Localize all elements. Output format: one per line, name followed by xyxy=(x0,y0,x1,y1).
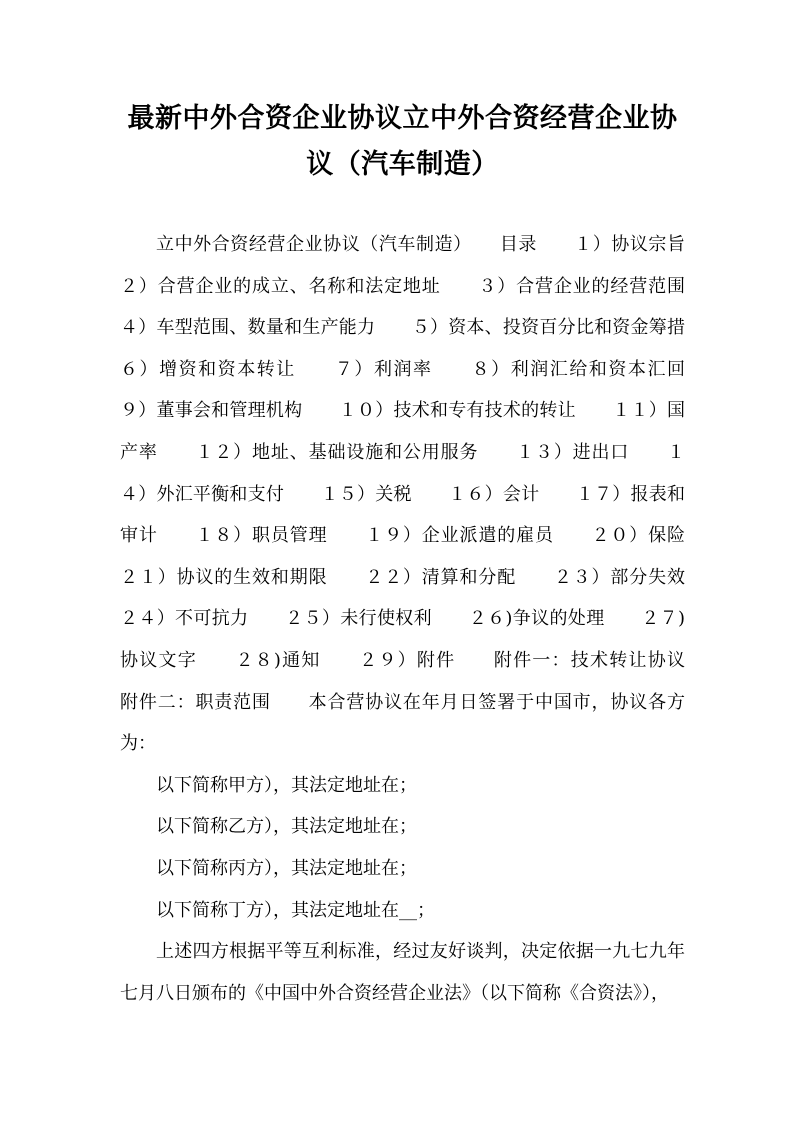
paragraph-party-c: 以下简称丙方），其法定地址在； xyxy=(156,857,417,879)
document-title: 最新中外合资企业协议立中外合资经营企业协议（汽车制造） xyxy=(127,103,678,180)
document-body xyxy=(120,224,721,1014)
paragraph-party-d: 以下简称丁方），其法定地址在__； xyxy=(156,899,435,921)
paragraph-party-a: 以下简称甲方），其法定地址在； xyxy=(156,774,417,796)
paragraph-preamble: 上述四方根据平等互利标准，经过友好谈判，决定依据一九七九年七月八日颁布的《中国中外合资经营企业法》（以下简称《合资法》）， xyxy=(120,941,685,1004)
paragraph-contents: 立中外合资经营企业协议（汽车制造） 目录 １）协议宗旨 ２）合营企业的成立、名称和法定地址 ３）合营企业的经营范围 ４）车型范围、数量和生产能力 ５）资本、投资百分比和资金筹措 ６）增资和资本转让 ７）利润率 ８）利润汇给和资本汇回 ９）董事会和管理机构 １０）技术和专有技术的转让 １１）国产率 １２）地址、基础设施和公用服务 １３）进出口 １４）外汇平衡和支付 １５）关税 １６）会计 １７）报表和审计 １８）职员管理 １９）企业派遣的雇员 ２０）保险 ２１）协议的生效和期限 ２２）清算和分配 ２３）部分失效 ２４）不可抗力 ２５）未行使权利 ２６)争议的处理 ２７)协议文字 ２８)通知 ２９）附件 附件一：技术转让协议 附件二：职责范围 本合营协议在年月日签署于中国市，协议各方为： xyxy=(120,234,721,755)
paragraph-party-b: 以下简称乙方），其法定地址在； xyxy=(156,816,417,838)
